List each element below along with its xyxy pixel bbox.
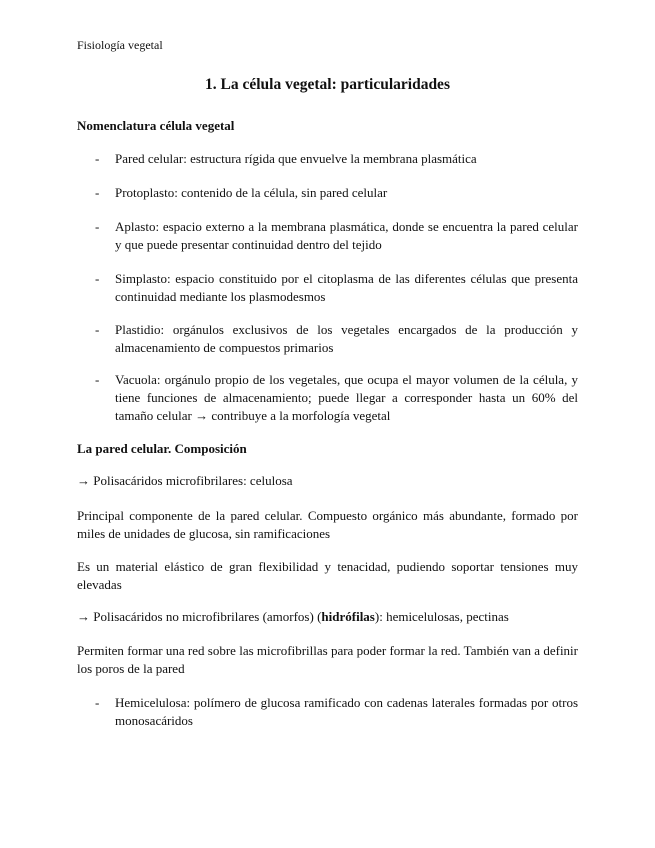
list-item — [95, 218, 578, 254]
section-heading-pared: La pared celular. Composición — [77, 441, 247, 456]
list-item — [95, 371, 578, 425]
list-item — [95, 694, 578, 730]
paragraph-text: → Polisacáridos no microfibrilares (amorfos) ( — [77, 609, 322, 624]
bullet-dash: - — [95, 185, 100, 200]
list-item — [95, 150, 578, 168]
list-item-text: Simplasto: espacio constituido por el citoplasma de las diferentes células que presenta continuidad mediante los plasmodesmos — [115, 271, 578, 304]
bullet-dash: - — [95, 151, 100, 166]
section-heading-nomenclatura: Nomenclatura célula vegetal — [77, 118, 235, 133]
bullet-dash: - — [95, 695, 100, 710]
list-item-text: Protoplasto: contenido de la célula, sin pared celular — [115, 185, 388, 200]
list-item — [95, 321, 578, 357]
paragraph: → Polisacáridos microfibrilares: celulosa — [77, 473, 293, 488]
paragraph: Principal componente de la pared celular. Compuesto orgánico más abundante, formado por miles de unidades de glucosa, sin ramificaciones — [77, 508, 578, 541]
list-item-text: Pared celular: estructura rígida que envuelve la membrana plasmática — [115, 151, 477, 166]
list-item-text: Plastidio: orgánulos exclusivos de los vegetales encargados de la producción y almacenamiento de compuestos primarios — [115, 322, 578, 355]
list-item-text: Aplasto: espacio externo a la membrana plasmática, donde se encuentra la pared celular y que puede presentar continuidad dentro del tejido — [115, 219, 578, 252]
bullet-dash: - — [95, 219, 100, 234]
bullet-dash: - — [95, 322, 100, 337]
list-item — [95, 184, 578, 202]
paragraph: Permiten formar una red sobre las microfibrillas para poder formar la red. También van a definir los poros de la pared — [77, 643, 578, 676]
paragraph — [77, 608, 578, 626]
bullet-dash: - — [95, 372, 100, 387]
page-header: Fisiología vegetal — [77, 38, 163, 52]
list-item — [95, 270, 578, 306]
list-item-text: Hemicelulosa: polímero de glucosa ramificado con cadenas laterales formadas por otros monosacáridos — [115, 695, 578, 728]
emphasis-text: hidrófilas — [321, 609, 375, 624]
list-item-text: Vacuola: orgánulo propio de los vegetales, que ocupa el mayor volumen de la célula, y tiene funciones de almacenamiento; puede llegar a corresponder hasta un 60% del tamaño celular → contribuye a la morfología vegetal — [115, 372, 578, 423]
bullet-dash: - — [95, 271, 100, 286]
paragraph-text: ): hemicelulosas, pectinas — [374, 609, 509, 624]
paragraph: Es un material elástico de gran flexibilidad y tenacidad, pudiendo soportar tensiones muy elevadas — [77, 559, 578, 592]
page-title: 1. La célula vegetal: particularidades — [205, 76, 450, 93]
